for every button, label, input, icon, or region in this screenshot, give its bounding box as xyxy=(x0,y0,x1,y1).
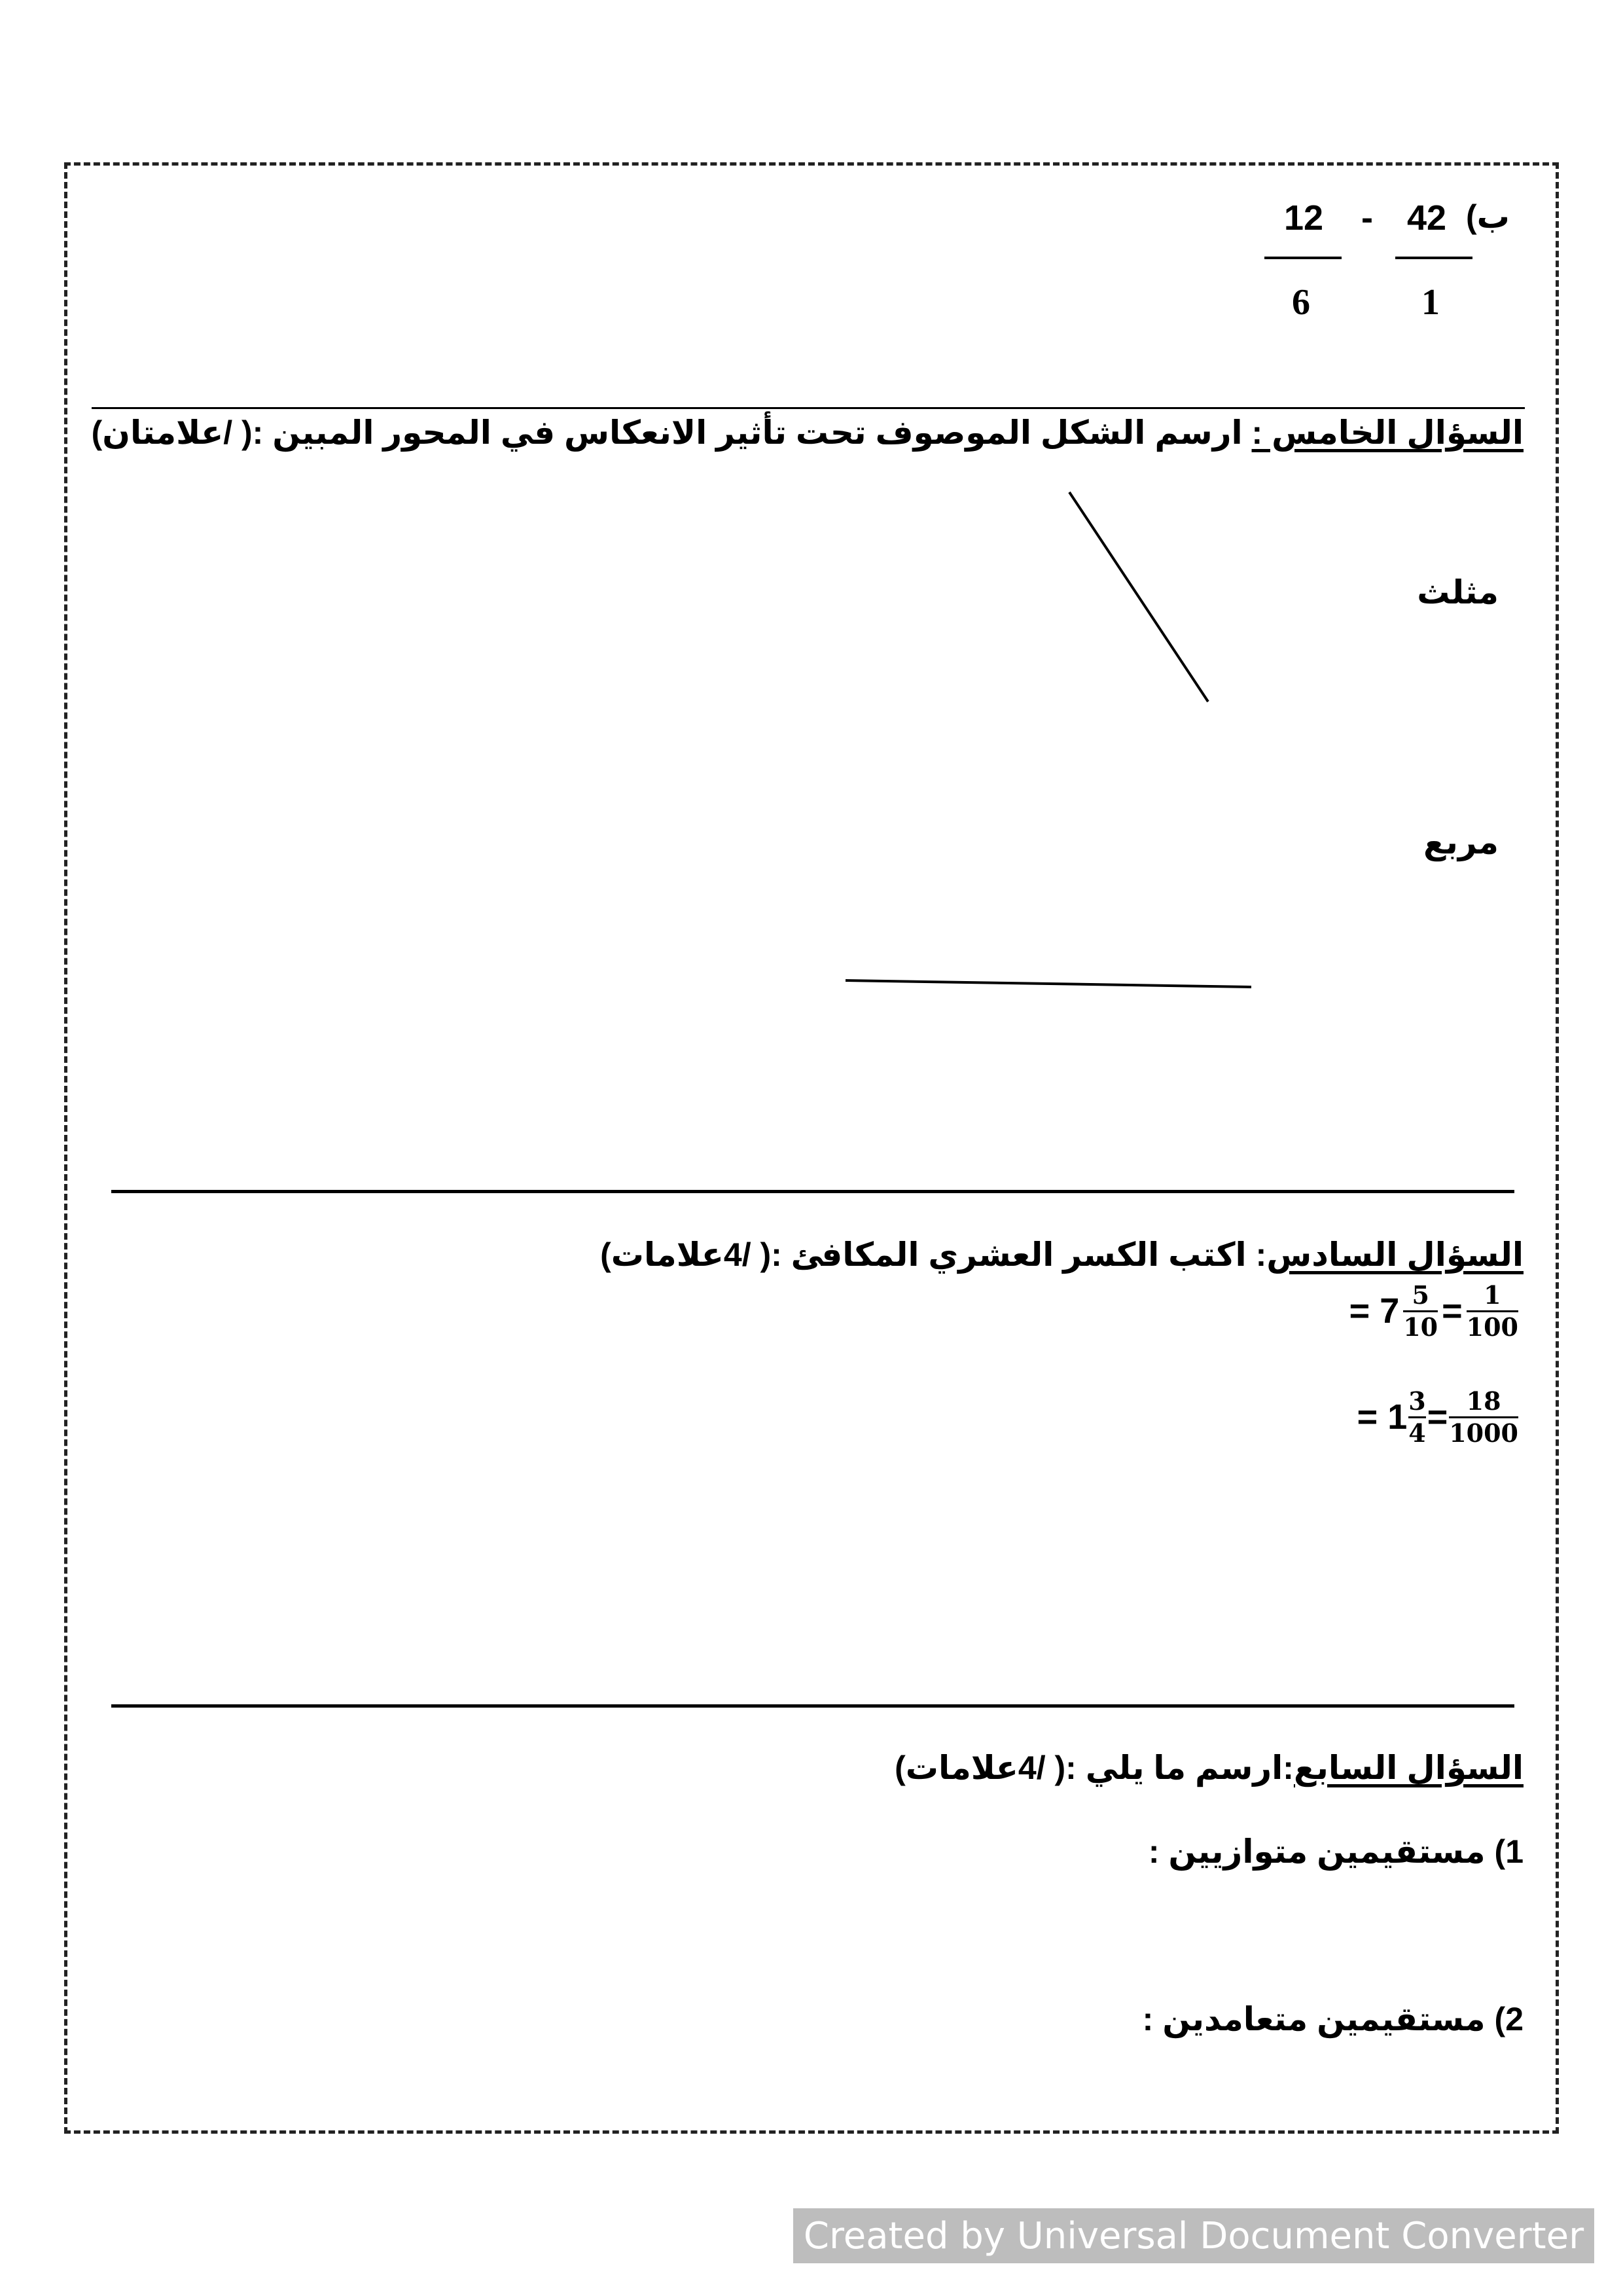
question-7-text: :ارسم ما يلي :( /4علامات) xyxy=(895,1749,1294,1786)
equation-2-fraction-a-denominator: 4 xyxy=(1408,1418,1426,1448)
equation-2 xyxy=(1357,1388,1518,1447)
divider-line xyxy=(111,1190,1514,1193)
square-reflection-axis xyxy=(846,980,1251,987)
question-7 xyxy=(895,1749,1524,1787)
equation-1-fraction-a-denominator: 10 xyxy=(1403,1312,1438,1342)
question-7-item-parallel: 1) مستقيمين متوازيين : xyxy=(1148,1833,1524,1870)
shape-label-triangle: مثلث xyxy=(1417,574,1499,611)
fraction-right-numerator: 12 xyxy=(1284,198,1324,238)
equation-1-fraction-b-denominator: 100 xyxy=(1466,1312,1518,1342)
shape-label-square: مربع xyxy=(1423,824,1499,861)
equation-2-equals: = xyxy=(1427,1397,1448,1437)
equation-1 xyxy=(1349,1282,1518,1341)
part-b-label: ب) xyxy=(1466,198,1510,235)
equation-2-fraction-b xyxy=(1449,1388,1518,1447)
equation-2-fraction-b-numerator: 18 xyxy=(1466,1386,1501,1416)
question-6 xyxy=(600,1236,1524,1274)
equation-1-fraction-b-numerator: 1 xyxy=(1484,1280,1501,1310)
triangle-reflection-axis xyxy=(1069,492,1208,702)
fraction-right-denominator: 6 xyxy=(1292,282,1310,323)
equation-1-equals: = xyxy=(1442,1291,1463,1331)
question-6-title: السؤال السادس xyxy=(1266,1236,1524,1273)
equation-2-prefix: = 1 xyxy=(1357,1397,1408,1437)
equation-2-fraction-b-denominator: 1000 xyxy=(1449,1418,1518,1448)
equation-1-fraction-b xyxy=(1467,1282,1518,1341)
fraction-left-denominator: 1 xyxy=(1421,282,1440,323)
equation-2-fraction-a-numerator: 3 xyxy=(1408,1386,1426,1416)
equation-2-fraction-a xyxy=(1408,1388,1425,1447)
fraction-left-numerator: 42 xyxy=(1407,198,1447,238)
question-7-item-perpendicular: 2) مستقيمين متعامدين : xyxy=(1142,2001,1524,2037)
fraction-operator: - xyxy=(1361,198,1373,238)
watermark: Created by Universal Document Converter xyxy=(793,2208,1594,2263)
equation-1-fraction-a xyxy=(1403,1282,1438,1341)
question-5-title: السؤال الخامس : xyxy=(1251,414,1524,451)
equation-1-fraction-a-numerator: 5 xyxy=(1412,1280,1429,1310)
divider-line xyxy=(111,1704,1514,1708)
question-6-text: : اكتب الكسر العشري المكافئ :( /4علامات) xyxy=(600,1236,1267,1273)
equation-1-prefix: = 7 xyxy=(1349,1291,1400,1331)
question-5-text: ارسم الشكل الموصوف تحت تأثير الانعكاس في المحور المبين :( /علامتان) xyxy=(91,414,1252,451)
question-7-title: السؤال السابع xyxy=(1293,1749,1524,1786)
